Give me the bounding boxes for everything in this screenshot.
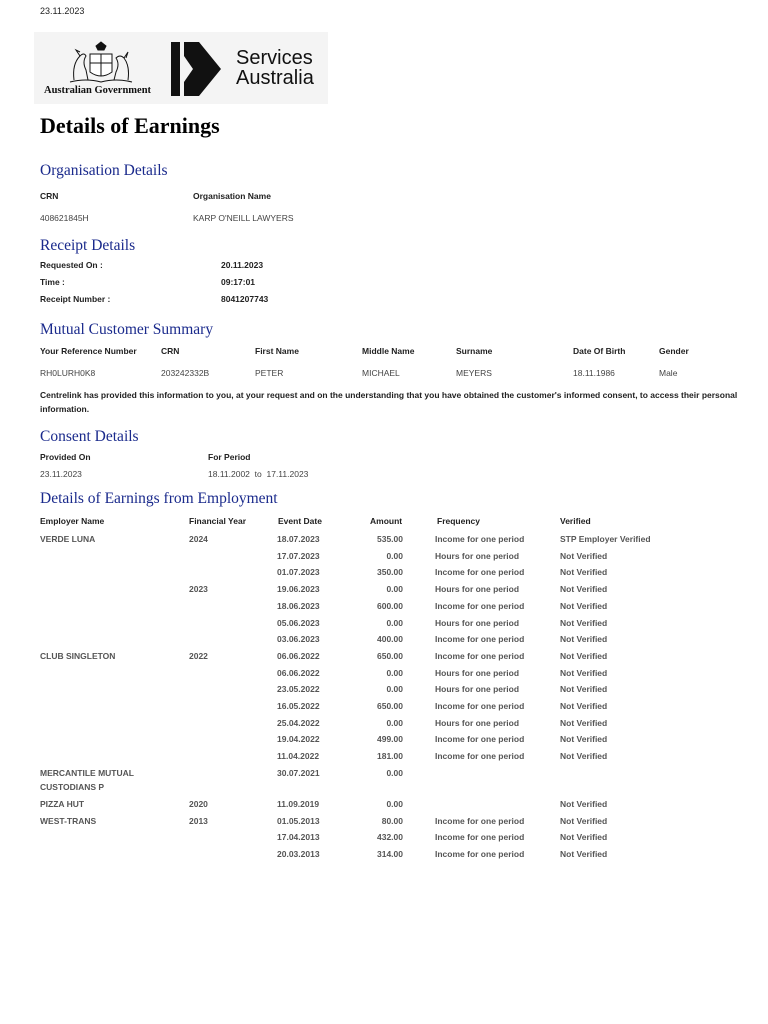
frequency-cell: Hours for one period xyxy=(435,667,520,678)
print-date: 23.11.2023 xyxy=(40,6,85,16)
event-date-cell: 23.05.2022 xyxy=(277,684,320,695)
middle-name-value: MICHAEL xyxy=(362,368,400,378)
verified-cell: Not Verified xyxy=(560,584,608,595)
event-date-cell: 03.06.2023 xyxy=(277,634,320,645)
amount-cell: 350.00 xyxy=(377,567,403,578)
services-australia-wordmark xyxy=(236,48,314,88)
amount-cell: 0.00 xyxy=(386,617,403,628)
verified-cell: Not Verified xyxy=(560,717,608,728)
dob-value: 18.11.1986 xyxy=(573,368,615,378)
financial-year-cell: 2024 xyxy=(189,534,208,544)
australia-text: Australia xyxy=(236,67,314,89)
employer-name-header: Employer Name xyxy=(40,516,105,526)
for-period-value xyxy=(208,469,308,479)
employment-earnings-heading: Details of Earnings from Employment xyxy=(40,490,278,507)
event-date-cell: 25.04.2022 xyxy=(277,717,320,728)
employer-name-cell: WEST-TRANS xyxy=(40,815,97,826)
frequency-cell: Income for one period xyxy=(435,848,525,859)
amount-cell: 0.00 xyxy=(386,798,403,809)
mutual-customer-summary-heading: Mutual Customer Summary xyxy=(40,321,214,338)
verified-cell: Not Verified xyxy=(560,634,608,645)
amount-cell: 0.00 xyxy=(386,767,403,778)
employer-name-cell: VERDE LUNA xyxy=(40,534,96,544)
verified-cell: Not Verified xyxy=(560,600,608,611)
event-date-cell: 17.04.2013 xyxy=(277,832,320,843)
event-date-cell: 01.07.2023 xyxy=(277,567,320,578)
period-from: 18.11.2002 xyxy=(208,469,250,479)
employer-name-cell: MERCANTILE MUTUAL xyxy=(40,767,134,778)
employer-name-cell: PIZZA HUT xyxy=(40,798,85,809)
verified-cell: Not Verified xyxy=(560,751,608,762)
frequency-cell: Income for one period xyxy=(435,734,525,745)
page-title: Details of Earnings xyxy=(40,113,220,138)
frequency-cell: Income for one period xyxy=(435,634,525,645)
verified-cell: Not Verified xyxy=(560,550,608,561)
amount-cell: 0.00 xyxy=(386,717,403,728)
frequency-cell: Hours for one period xyxy=(435,617,520,628)
period-to-word: to xyxy=(254,469,262,479)
australian-government-text: Australian Government xyxy=(44,85,152,96)
surname-value: MEYERS xyxy=(456,368,492,378)
amount-cell: 314.00 xyxy=(377,848,403,859)
frequency-cell: Hours for one period xyxy=(435,684,520,695)
financial-year-cell: 2022 xyxy=(189,650,208,661)
first-name-label: First Name xyxy=(255,346,299,356)
time-value: 09:17:01 xyxy=(221,277,256,287)
time-label: Time : xyxy=(40,277,65,287)
verified-cell: Not Verified xyxy=(560,650,608,661)
requested-on-label: Requested On : xyxy=(40,260,103,270)
financial-year-cell: 2023 xyxy=(189,584,208,595)
event-date-cell: 18.06.2023 xyxy=(277,600,320,611)
amount-cell: 499.00 xyxy=(377,734,403,745)
event-date-cell: 05.06.2023 xyxy=(277,617,320,628)
event-date-cell: 17.07.2023 xyxy=(277,550,320,561)
employer-name-cell: CLUB SINGLETON xyxy=(40,650,116,661)
financial-year-cell: 2020 xyxy=(189,798,208,809)
frequency-cell: Income for one period xyxy=(435,815,525,826)
amount-cell: 0.00 xyxy=(386,550,403,561)
customer-crn-label: CRN xyxy=(161,346,180,356)
event-date-cell: 01.05.2013 xyxy=(277,815,320,826)
customer-crn-value: 203242332B xyxy=(161,368,210,378)
frequency-cell: Income for one period xyxy=(435,751,525,762)
frequency-cell: Income for one period xyxy=(435,832,525,843)
first-name-value: PETER xyxy=(255,368,284,378)
gender-label: Gender xyxy=(659,346,689,356)
verified-cell: Not Verified xyxy=(560,848,608,859)
amount-cell: 0.00 xyxy=(386,684,403,695)
amount-cell: 181.00 xyxy=(377,751,403,762)
amount-cell: 400.00 xyxy=(377,634,403,645)
ref-number-value: RH0LURH0K8 xyxy=(40,368,96,378)
consent-details-heading: Consent Details xyxy=(40,428,139,445)
amount-cell: 80.00 xyxy=(381,815,403,826)
consent-notice: Centrelink has provided this information to you, at your request and on the understanding that you have obtained the customer's informed consent, to access their personal information. xyxy=(40,390,738,414)
gender-value: Male xyxy=(659,368,678,378)
event-date-cell: 11.09.2019 xyxy=(277,798,320,809)
event-date-cell: 11.04.2022 xyxy=(277,751,320,762)
verified-cell: Not Verified xyxy=(560,701,608,711)
org-crn-value: 408621845H xyxy=(40,213,89,223)
event-date-cell: 20.03.2013 xyxy=(277,848,320,859)
receipt-number-label: Receipt Number : xyxy=(40,294,111,304)
event-date-cell: 19.04.2022 xyxy=(277,734,320,745)
event-date-cell: 06.06.2022 xyxy=(277,650,320,661)
verified-cell: Not Verified xyxy=(560,567,608,578)
frequency-cell: Income for one period xyxy=(435,701,525,711)
event-date-cell: 30.07.2021 xyxy=(277,767,320,778)
event-date-cell: 18.07.2023 xyxy=(277,534,320,544)
frequency-cell: Income for one period xyxy=(435,534,525,544)
event-date-cell: 16.05.2022 xyxy=(277,701,320,711)
verified-cell: Not Verified xyxy=(560,832,608,843)
services-australia-logo-icon xyxy=(171,42,221,96)
verified-cell: Not Verified xyxy=(560,798,608,809)
employer-name-cell-line2: CUSTODIANS P xyxy=(40,781,105,792)
coat-of-arms-icon xyxy=(66,40,136,86)
amount-cell: 535.00 xyxy=(377,534,403,544)
event-date-cell: 06.06.2022 xyxy=(277,667,320,678)
financial-year-cell: 2013 xyxy=(189,815,208,826)
provided-on-value: 23.11.2023 xyxy=(40,469,82,479)
amount-cell: 650.00 xyxy=(377,650,403,661)
frequency-cell: Income for one period xyxy=(435,600,525,611)
for-period-label: For Period xyxy=(208,452,251,462)
verified-cell: Not Verified xyxy=(560,667,608,678)
ref-number-label: Your Reference Number xyxy=(40,346,137,356)
receipt-details-heading: Receipt Details xyxy=(40,237,136,254)
frequency-cell: Hours for one period xyxy=(435,550,520,561)
financial-year-header: Financial Year xyxy=(189,516,247,526)
amount-cell: 0.00 xyxy=(386,584,403,595)
verified-cell: Not Verified xyxy=(560,734,608,745)
amount-cell: 600.00 xyxy=(377,600,403,611)
organisation-details-heading: Organisation Details xyxy=(40,162,168,179)
verified-cell: STP Employer Verified xyxy=(560,534,651,544)
frequency-cell: Income for one period xyxy=(435,567,525,578)
org-name-label: Organisation Name xyxy=(193,191,271,201)
period-to: 17.11.2023 xyxy=(266,469,309,479)
requested-on-value: 20.11.2023 xyxy=(221,260,264,270)
middle-name-label: Middle Name xyxy=(362,346,415,356)
amount-cell: 432.00 xyxy=(377,832,403,843)
receipt-number-value: 8041207743 xyxy=(221,294,269,304)
verified-header: Verified xyxy=(560,516,591,526)
event-date-cell: 19.06.2023 xyxy=(277,584,320,595)
services-text: Services xyxy=(236,47,313,69)
org-crn-label: CRN xyxy=(40,191,59,201)
org-name-value: KARP O'NEILL LAWYERS xyxy=(193,213,294,223)
verified-cell: Not Verified xyxy=(560,815,608,826)
amount-cell: 0.00 xyxy=(386,667,403,678)
frequency-header: Frequency xyxy=(437,516,480,526)
provided-on-label: Provided On xyxy=(40,452,91,462)
amount-cell: 650.00 xyxy=(377,701,403,711)
frequency-cell: Income for one period xyxy=(435,650,525,661)
amount-header: Amount xyxy=(370,516,403,526)
verified-cell: Not Verified xyxy=(560,684,608,695)
frequency-cell: Hours for one period xyxy=(435,717,520,728)
verified-cell: Not Verified xyxy=(560,617,608,628)
dob-label: Date Of Birth xyxy=(573,346,626,356)
event-date-header: Event Date xyxy=(278,516,322,526)
frequency-cell: Hours for one period xyxy=(435,584,520,595)
surname-label: Surname xyxy=(456,346,493,356)
